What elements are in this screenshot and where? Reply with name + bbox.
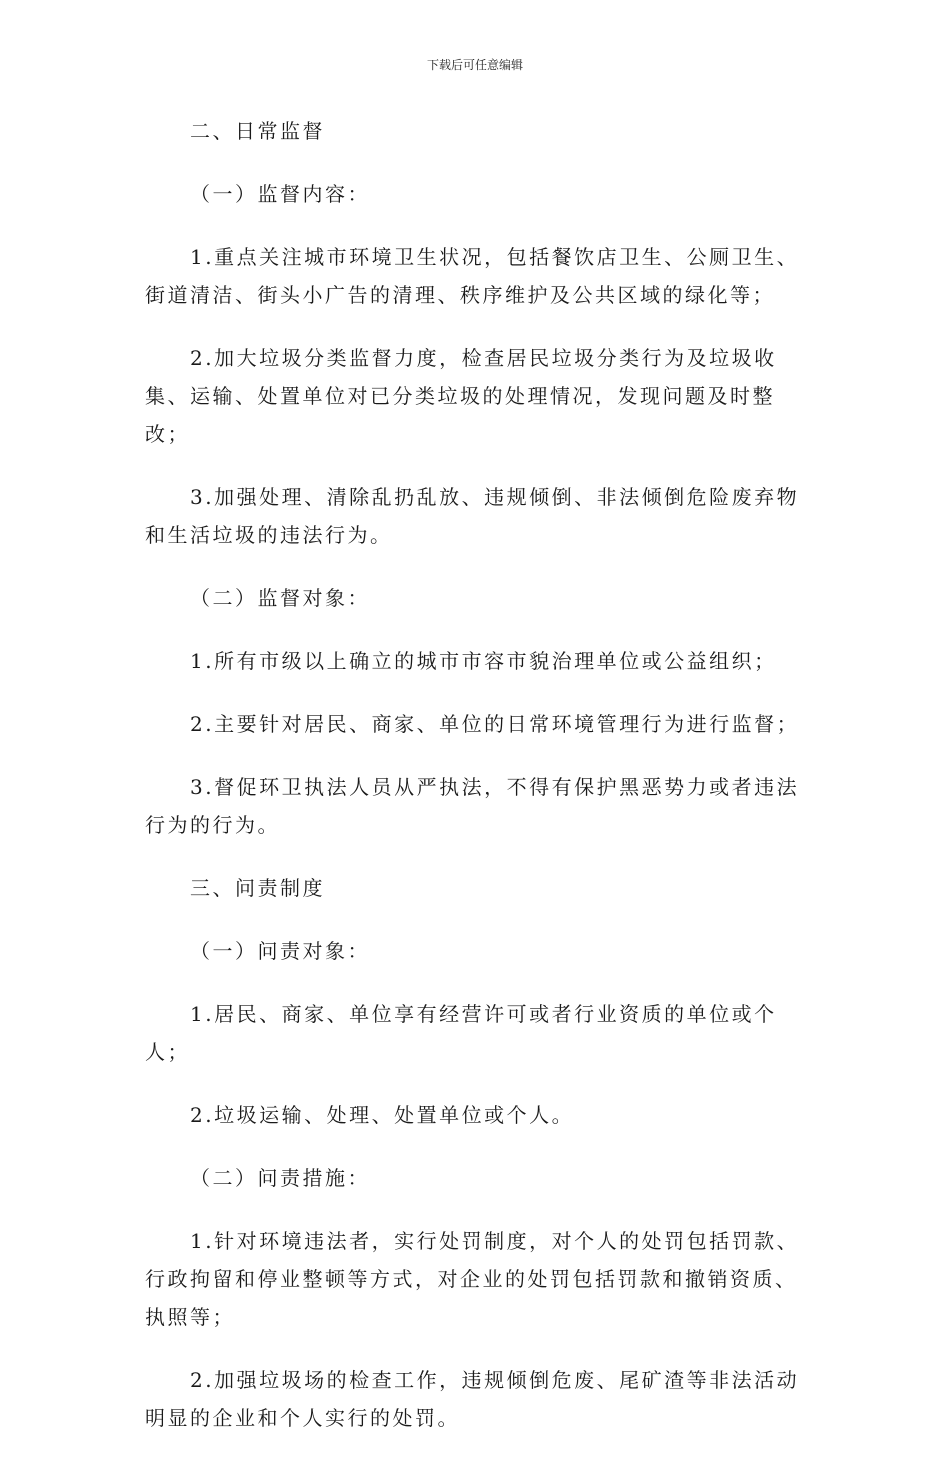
subsection-heading: （一）问责对象： bbox=[190, 939, 370, 963]
subsection-heading: （一）监督内容： bbox=[190, 182, 370, 206]
section-heading: 三、问责制度 bbox=[190, 876, 325, 900]
list-item: 1.居民、商家、单位享有经营许可或者行业资质的单位或个人； bbox=[145, 1002, 777, 1064]
list-item: 1.重点关注城市环境卫生状况，包括餐饮店卫生、公厕卫生、街道清洁、街头小广告的清理、秩序维护及公共区域的绿化等； bbox=[145, 245, 800, 307]
subsection-heading: （二）监督对象： bbox=[190, 586, 370, 610]
list-item: 2.加强垃圾场的检查工作，违规倾倒危废、尾矿渣等非法活动明显的企业和个人实行的处罚。 bbox=[145, 1368, 800, 1430]
list-item: 3.督促环卫执法人员从严执法，不得有保护黑恶势力或者违法行为的行为。 bbox=[145, 775, 800, 837]
page-header-note: 下载后可任意编辑 bbox=[426, 58, 523, 72]
list-item: 2.垃圾运输、处理、处置单位或个人。 bbox=[190, 1103, 575, 1127]
list-item: 2.主要针对居民、商家、单位的日常环境管理行为进行监督； bbox=[190, 712, 800, 736]
list-item: 2.加大垃圾分类监督力度，检查居民垃圾分类行为及垃圾收集、运输、处置单位对已分类垃圾的处理情况，发现问题及时整改； bbox=[145, 346, 777, 446]
subsection-heading: （二）问责措施： bbox=[190, 1166, 370, 1190]
list-item: 3.加强处理、清除乱扔乱放、违规倾倒、非法倾倒危险废弃物和生活垃圾的违法行为。 bbox=[145, 485, 800, 547]
list-item: 1.针对环境违法者，实行处罚制度，对个人的处罚包括罚款、行政拘留和停业整顿等方式，对企业的处罚包括罚款和撤销资质、执照等； bbox=[145, 1229, 800, 1329]
section-heading: 二、日常监督 bbox=[190, 119, 325, 143]
document-body bbox=[145, 112, 813, 1462]
list-item: 1.所有市级以上确立的城市市容市貌治理单位或公益组织； bbox=[190, 649, 777, 673]
